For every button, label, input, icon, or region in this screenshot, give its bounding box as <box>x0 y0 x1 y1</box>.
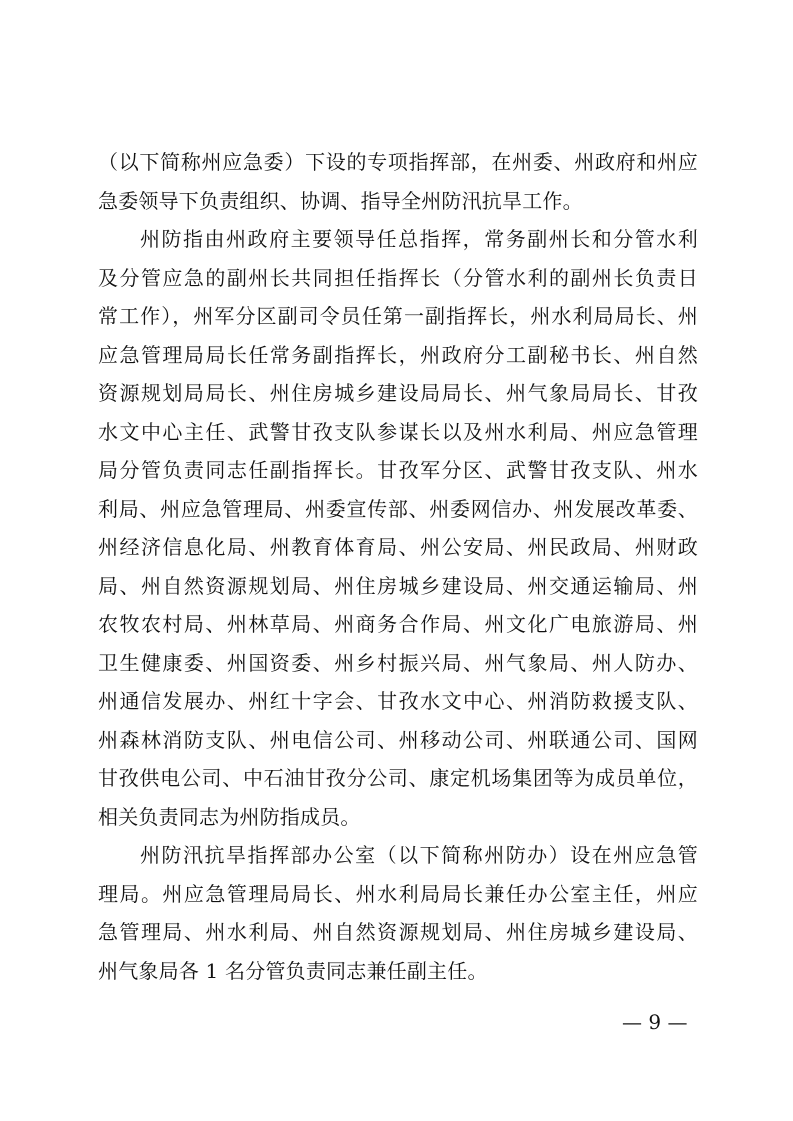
paragraph-line: 局分管负责同志任副指挥长。甘孜军分区、武警甘孜支队、州水 <box>98 458 698 482</box>
paragraph <box>98 143 698 220</box>
paragraph-line: 州经济信息化局、州教育体育局、州公安局、州民政局、州财政 <box>98 535 698 559</box>
paragraph-line: 州通信发展办、州红十字会、甘孜水文中心、州消防救援支队、 <box>98 689 698 713</box>
paragraph-line: 州森林消防支队、州电信公司、州移动公司、州联通公司、国网 <box>98 727 698 752</box>
document-body <box>98 143 698 990</box>
paragraph-line: 及分管应急的副州长共同担任指挥长（分管水利的副州长负责日 <box>98 265 698 290</box>
paragraph-line: 常工作），州军分区副司令员任第一副指挥长，州水利局局长、州 <box>98 304 698 328</box>
paragraph-line: 资源规划局局长、州住房城乡建设局局长、州气象局局长、甘孜 <box>98 381 698 405</box>
paragraph-line: 卫生健康委、州国资委、州乡村振兴局、州气象局、州人防办、 <box>98 650 698 675</box>
paragraph-line: 州防汛抗旱指挥部办公室（以下简称州防办）设在州应急管 <box>140 843 698 867</box>
paragraph-line: 应急管理局局长任常务副指挥长，州政府分工副秘书长、州自然 <box>98 342 698 367</box>
paragraph-line: 甘孜供电公司、中石油甘孜分公司、康定机场集团等为成员单位， <box>98 766 698 790</box>
paragraph-line: 相关负责同志为州防指成员。 <box>98 804 361 829</box>
paragraph-line: 州防指由州政府主要领导任总指挥，常务副州长和分管水利 <box>140 227 698 251</box>
paragraph-line: 急委领导下负责组织、协调、指导全州防汛抗旱工作。 <box>98 188 583 213</box>
paragraph-line: 农牧农村局、州林草局、州商务合作局、州文化广电旅游局、州 <box>98 612 698 636</box>
paragraph-line: 局、州自然资源规划局、州住房城乡建设局、州交通运输局、州 <box>98 573 698 598</box>
paragraph <box>98 220 698 836</box>
paragraph-line: 水文中心主任、武警甘孜支队参谋长以及州水利局、州应急管理 <box>98 419 698 444</box>
paragraph-line: 利局、州应急管理局、州委宣传部、州委网信办、州发展改革委、 <box>98 496 698 521</box>
paragraph-line: 州气象局各 1 名分管负责同志兼任副主任。 <box>98 958 488 983</box>
page-number: — 9 — <box>622 1010 688 1034</box>
paragraph-line: 理局。州应急管理局局长、州水利局局长兼任办公室主任，州应 <box>98 881 698 906</box>
paragraph-line: 急管理局、州水利局、州自然资源规划局、州住房城乡建设局、 <box>98 920 698 944</box>
paragraph-line: （以下简称州应急委）下设的专项指挥部，在州委、州政府和州应 <box>98 150 698 174</box>
paragraph <box>98 836 698 990</box>
